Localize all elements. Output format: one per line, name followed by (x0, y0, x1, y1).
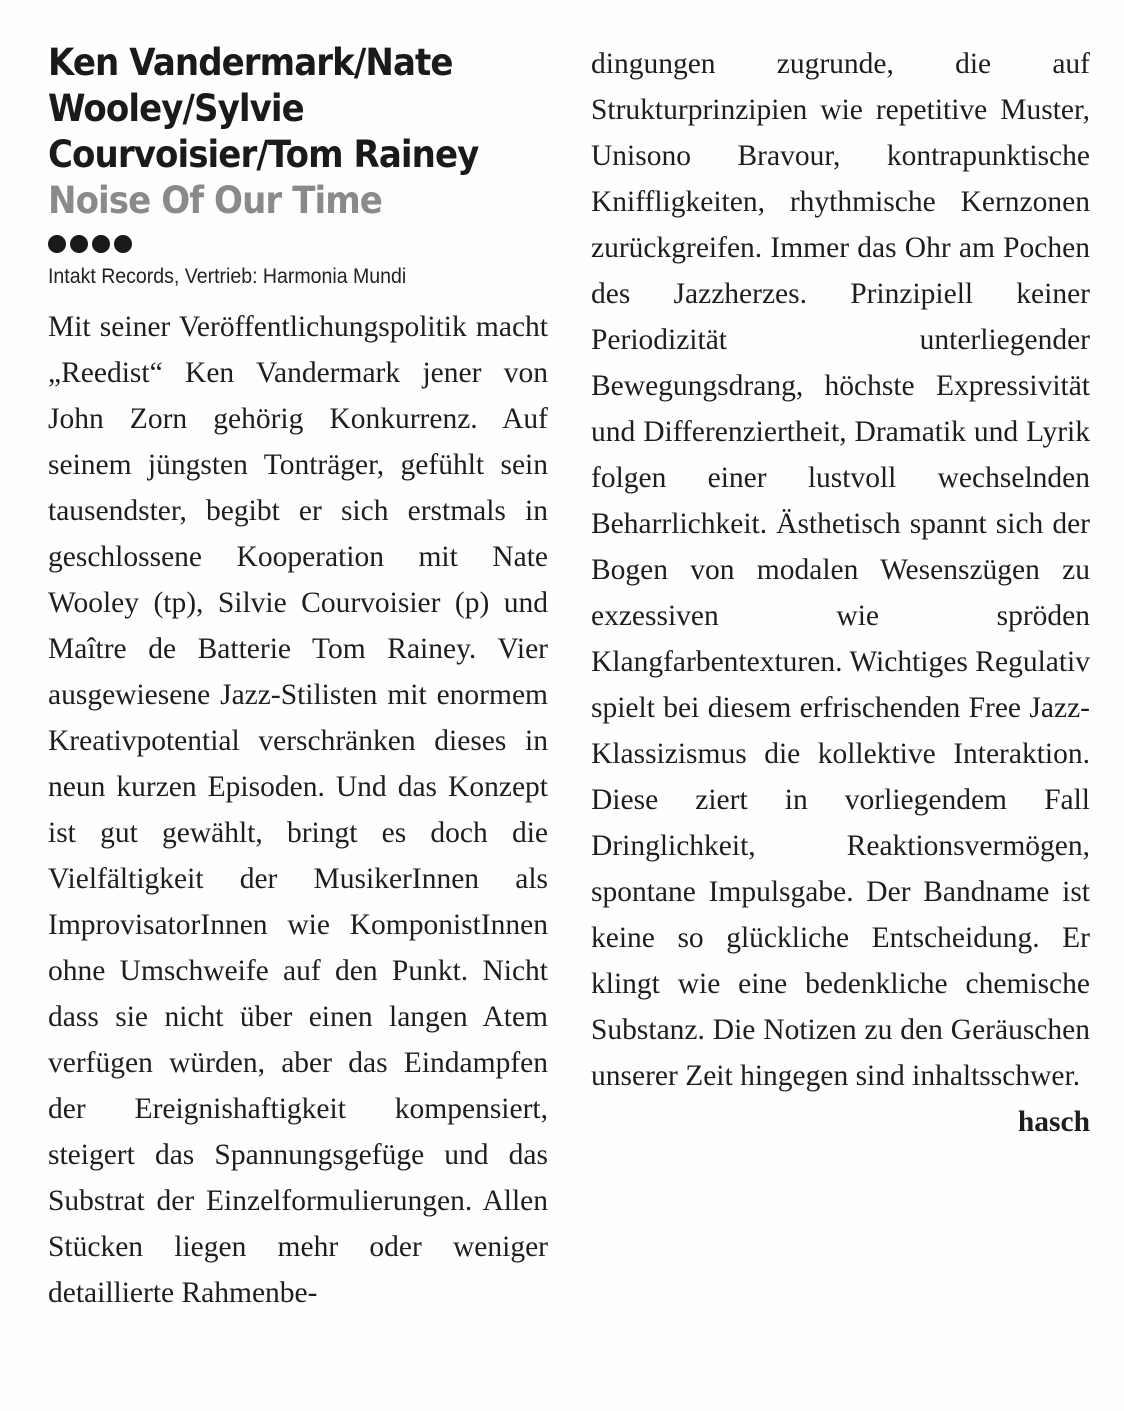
rating-dot (48, 235, 66, 253)
label-distribution: Intakt Records, Vertrieb: Harmonia Mundi (48, 265, 407, 288)
rating-dot (114, 235, 132, 253)
artists-headline: Ken Vandermark/Nate Wooley/Sylvie Courvoisier/Tom Rainey (48, 41, 479, 176)
review-author: hasch (1017, 1106, 1090, 1138)
rating-dot (92, 235, 110, 253)
rating-dot (70, 235, 88, 253)
review-text-right: dingungen zugrunde, die auf Strukturprinzipien wie repetitive Muster, Unisono Bravour, kontrapunktische Kniffligkeiten, rhythmische Kernzonen zurückgreifen. Immer das Ohr am Pochen des Jazzherzes. Prinzipiell keiner Periodizität unterliegender Bewegungsdrang, höchste Expressivität und Differenziertheit, Dramatik und Lyrik folgen einer lustvoll wechselnden Beharrlichkeit. Ästhetisch spannt sich der Bogen von modalen Wesenszügen zu exzessiven wie spröden Klangfarbentexturen. Wichtiges Regulativ spielt bei diesem erfrischenden Free Jazz-Klassizismus die kollektive Interaktion. Diese ziert in vorliegendem Fall Dringlichkeit, Reaktionsvermögen, spontane Impulsgabe. Der Bandname ist keine so glückliche Entscheidung. Er klingt wie eine bedenkliche chemische Substanz. Die Notizen zu den Geräuschen unserer Zeit hingegen sind inhaltsschwer. (591, 48, 1090, 1092)
review-text-left: Mit seiner Veröffentlichungspolitik macht „Reedist“ Ken Vandermark jener von John Zorn gehörig Konkurrenz. Auf seinem jüngsten Tonträger, gefühlt sein tausendster, begibt er sich erstmals in geschlossene Kooperation mit Nate Wooley (tp), Silvie Courvoisier (p) und Maître de Batterie Tom Rainey. Vier ausgewiesene Jazz-Stilisten mit enormem Kreativpotential verschränken dieses in neun kurzen Episoden. Und das Konzept ist gut gewählt, bringt es doch die Vielfältigkeit der MusikerInnen als ImprovisatorInnen wie KomponistInnen ohne Umschweife auf den Punkt. Nicht dass sie nicht über einen langen Atem verfügen würden, aber das Eindampfen der Ereignishaftigkeit kompensiert, steigert das Spannungsgefüge und das Substrat der Einzelformulierungen. Allen Stücken liegen mehr oder weniger detaillierte Rahmenbe- (48, 311, 548, 1309)
album-title: Noise Of Our Time (48, 179, 382, 222)
right-column (591, 41, 1090, 1145)
rating-dots (48, 230, 548, 258)
left-column (48, 40, 548, 1316)
review-text-right-wrapper (591, 41, 1090, 1138)
